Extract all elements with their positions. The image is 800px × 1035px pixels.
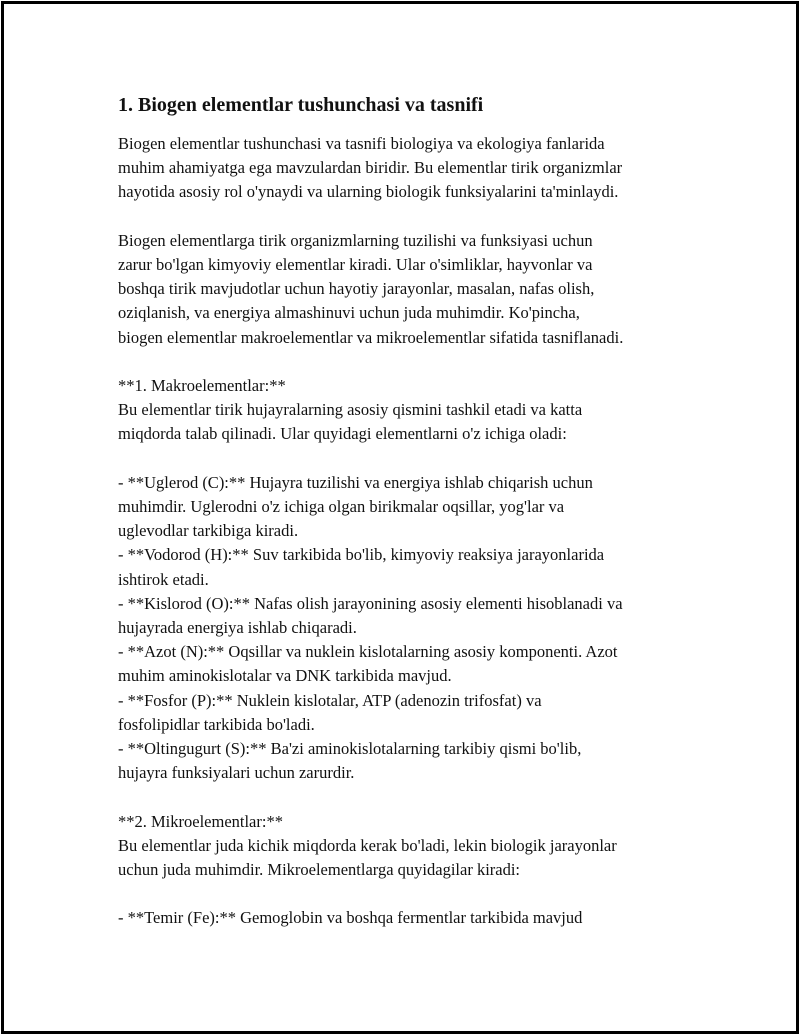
paragraph-gap [118, 350, 698, 374]
paragraph-microelements: **2. Mikroelementlar:** Bu elementlar juda kichik miqdorda kerak bo'ladi, lekin biologik jarayonlar uchun juda muhimdir. Mikroelementlarga quyidagilar kiradi: [118, 811, 617, 880]
macroelements-list: - **Uglerod (C):** Hujayra tuzilishi va energiya ishlab chiqarish uchun muhimdir. Uglerodni o'z ichiga olgan birikmalar oqsillar, yog'lar va uglevodlar tarkibiga kiradi. - **Vodorod (H):** Suv tarkibida bo'lib, kimyoviy reaksiya jarayonlarida ishtirok etadi. - **Kislorod (O):** Nafas olish jarayonining asosiy elementi hisoblanadi va hujayrada energiya ishlab chiqaradi. - **Azot (N):** Oqsillar va nuklein kislotalarning asosiy komponenti. Azot muhim aminokislotalar va DNK tarkibida mavjud. - **Fosfor (P):** Nuklein kislotalar, ATP (adenozin trifosfat) va fosfolipidlar tarkibida bo'ladi. - **Oltingugurt (S):** Ba'zi aminokislotalarning tarkibiy qismi bo'lib, hujayra funksiyalari uchun zarurdir. [118, 472, 623, 783]
document-body [118, 92, 698, 931]
paragraph-macroelements: **1. Makroelementlar:** Bu elementlar tirik hujayralarning asosiy qismini tashkil etadi va katta miqdorda talab qilinadi. Ular quyidagi elementlarni o'z ichiga oladi: [118, 376, 583, 444]
paragraph-definition: Biogen elementlarga tirik organizmlarning tuzilishi va funksiyasi uchun zarur bo'lgan kimyoviy elementlar kiradi. Ular o'simliklar, hayvonlar va boshqa tirik mavjudotlar uchun hayotiy jarayonlar, masalan, nafas olish, oziqlanish, va energiya almashinuvi uchun juda muhimdir. Ko'pincha, biogen elementlar makroelementlar va mikroelementlar sifatida tasniflanadi. [118, 230, 624, 347]
paragraph-gap [118, 205, 698, 229]
paragraph-intro: Biogen elementlar tushunchasi va tasnifi biologiya va ekologiya fanlarida muhim ahamiyatga ega mavzulardan biridir. Bu elementlar tirik organizmlar hayotida asosiy rol o'ynaydi va ularning biologik funksiyalarini ta'minlaydi. [118, 134, 623, 202]
section-heading: 1. Biogen elementlar tushunchasi va tasnifi [118, 94, 484, 116]
paragraph-gap [118, 785, 698, 809]
paragraph-gap [118, 447, 698, 471]
microelements-list: - **Temir (Fe):** Gemoglobin va boshqa fermentlar tarkibida mavjud [118, 908, 583, 928]
paragraph-gap [118, 882, 698, 906]
